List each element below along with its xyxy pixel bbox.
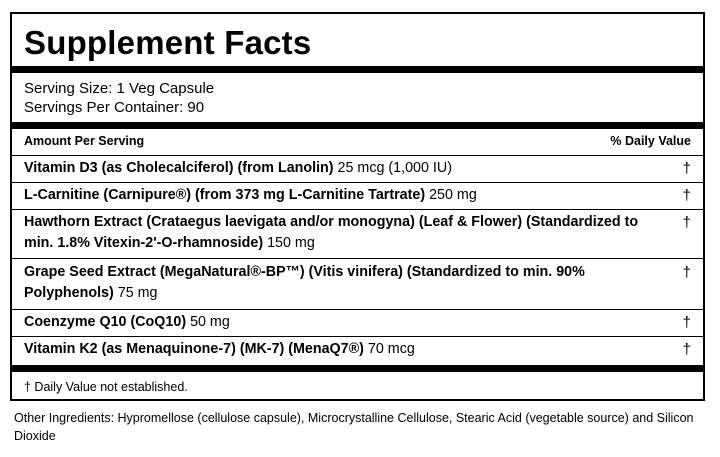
daily-value-header: % Daily Value [610, 134, 691, 148]
nutrient-name: Coenzyme Q10 (CoQ10) [24, 314, 187, 330]
divider [12, 309, 703, 310]
divider-thick [12, 365, 703, 372]
amount-per-serving-header: Amount Per Serving [24, 134, 145, 148]
daily-value: † [682, 314, 691, 331]
nutrient-name: L-Carnitine (Carnipure®) (from 373 mg L-Carnitine Tartrate) [24, 187, 426, 203]
divider [12, 336, 703, 337]
daily-value: † [682, 264, 691, 281]
supplement-facts-panel [10, 12, 705, 401]
divider [12, 258, 703, 259]
nutrient-row [24, 185, 691, 206]
nutrient-name: Vitamin K2 (as Menaquinone-7) (MK-7) (MenaQ7®) [24, 341, 364, 357]
nutrient-name: Grape Seed Extract (MegaNatural®-BP™) (Vitis vinifera) (Standardized to min. 90% Polyphenols) [24, 264, 585, 301]
nutrient-amount: 250 mg [429, 187, 477, 203]
nutrient-amount: 150 mg [267, 235, 315, 251]
divider-thick [12, 122, 703, 129]
divider-thick [12, 66, 703, 73]
daily-value: † [682, 341, 691, 358]
daily-value-footnote: † Daily Value not established. [24, 380, 188, 394]
servings-per-container: Servings Per Container: 90 [24, 99, 205, 116]
nutrient-row [24, 158, 691, 179]
daily-value: † [682, 187, 691, 204]
nutrient-amount: 75 mg [117, 285, 158, 301]
nutrient-row [24, 212, 691, 254]
nutrient-name: Hawthorn Extract (Crataegus laevigata and/or monogyna) (Leaf & Flower) (Standardized to min. 1.8% Vitexin-2'-O-rhamnoside) [24, 214, 639, 251]
serving-size: Serving Size: 1 Veg Capsule [24, 80, 215, 97]
divider [12, 155, 703, 156]
nutrient-row [24, 312, 691, 333]
daily-value: † [682, 214, 691, 231]
nutrient-row [24, 339, 691, 360]
nutrient-amount: 50 mg [190, 314, 230, 330]
divider [12, 209, 703, 210]
nutrient-amount: 25 mcg (1,000 IU) [337, 160, 452, 176]
divider [12, 182, 703, 183]
nutrient-name: Vitamin D3 (as Cholecalciferol) (from Lanolin) [24, 160, 334, 176]
daily-value: † [682, 160, 691, 177]
nutrient-amount: 70 mcg [367, 341, 415, 357]
nutrient-row [24, 262, 691, 304]
panel-title: Supplement Facts [24, 24, 312, 61]
other-ingredients: Other Ingredients: Hypromellose (cellulose capsule), Microcrystalline Cellulose, Stearic Acid (vegetable source) and Silicon Dioxide [14, 411, 694, 443]
